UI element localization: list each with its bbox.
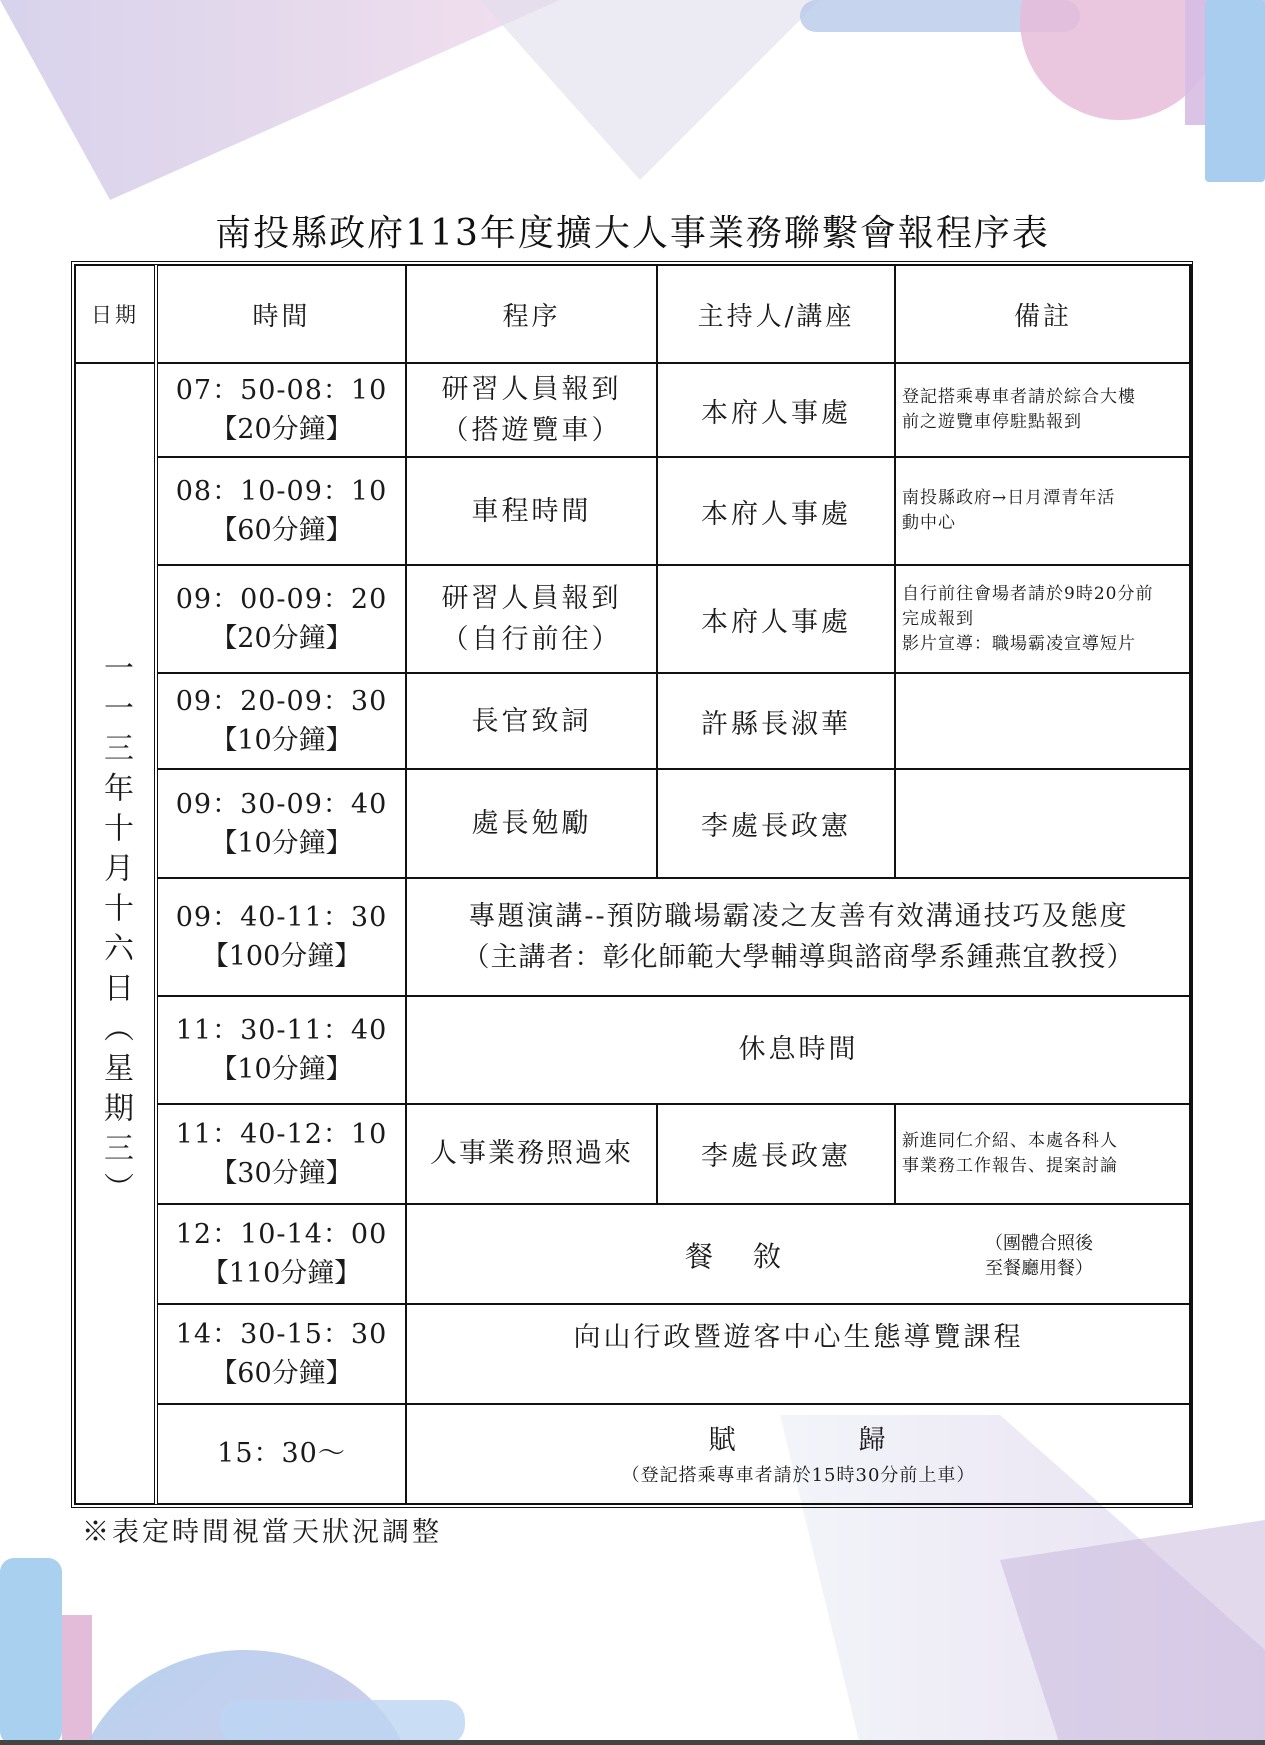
table-row: [75, 878, 1191, 995]
table-row: [75, 1404, 1191, 1504]
time-range: 08：10-09：10: [175, 476, 388, 508]
time-cell: [156, 1104, 406, 1204]
procedure-cell: [406, 1104, 657, 1204]
time-cell: [156, 673, 406, 769]
table-row: [75, 1204, 1191, 1304]
time-cell: [156, 769, 406, 878]
time-range: 09：40-11：30: [175, 901, 388, 933]
remarks-line: 完成報到: [902, 608, 974, 629]
remarks-line: 前之遊覽車停駐點報到: [902, 412, 1082, 433]
meal-label: 餐敘: [685, 1239, 822, 1273]
footnote: ※表定時間視當天狀況調整: [82, 1517, 442, 1548]
time-range: 09：30-09：40: [175, 788, 388, 820]
return-cell: [406, 1404, 1191, 1504]
time-cell: [156, 1304, 406, 1404]
procedure-cell: [406, 769, 657, 878]
tour-cell: 向山行政暨遊客中心生態導覽課程: [406, 1304, 1191, 1404]
procedure-line: （搭遊覽車）: [441, 415, 622, 447]
keynote-cell: [406, 878, 1191, 995]
table-row: [75, 769, 1191, 878]
time-cell: [156, 363, 406, 457]
procedure-cell: [406, 457, 657, 565]
duration: 【10分鐘】: [210, 725, 353, 757]
duration: 【10分鐘】: [210, 827, 353, 859]
procedure-line: 處長勉勵: [471, 808, 592, 840]
time-cell: [156, 1204, 406, 1304]
meal-note: [985, 1231, 1093, 1281]
duration: 【10分鐘】: [210, 1053, 353, 1085]
time-cell: [156, 878, 406, 995]
duration: 【20分鐘】: [210, 623, 353, 655]
time-range: 14：30-15：30: [175, 1318, 388, 1350]
return-label: 賦 歸: [708, 1425, 889, 1457]
header-host: 主持人/講座: [657, 265, 895, 363]
header-date: 日期: [75, 265, 156, 363]
time-range: 11：30-11：40: [175, 1014, 388, 1046]
date-label: 一一三年十月十六日（星期三）: [98, 651, 133, 1212]
time-cell: [156, 1404, 406, 1504]
remarks-cell: [895, 673, 1191, 769]
remarks-line: 事業務工作報告、提案討論: [902, 1155, 1118, 1176]
table-row: [75, 1104, 1191, 1204]
duration: 【100分鐘】: [201, 940, 362, 972]
return-note: （登記搭乘專車者請於15時30分前上車）: [621, 1465, 976, 1487]
time-range: 07：50-08：10: [175, 375, 388, 407]
procedure-line: 人事業務照過來: [430, 1138, 633, 1170]
time-cell: [156, 996, 406, 1104]
remarks-cell: [895, 363, 1191, 457]
header-remarks: 備註: [895, 265, 1191, 363]
page-title: 南投縣政府113年度擴大人事業務聯繫會報程序表: [215, 213, 1050, 254]
table-row: [75, 565, 1191, 673]
time-range: 15：30～: [217, 1437, 346, 1469]
time-cell: [156, 457, 406, 565]
schedule-table: [74, 264, 1192, 1505]
meal-note-line: （團體合照後: [985, 1232, 1093, 1254]
time-range: 09：00-09：20: [175, 584, 388, 616]
table-row: [75, 457, 1191, 565]
header-procedure: 程序: [406, 265, 657, 363]
remarks-line: 登記搭乘專車者請於綜合大樓: [902, 387, 1136, 408]
procedure-line: 長官致詞: [471, 705, 592, 737]
table-row: [75, 996, 1191, 1104]
table-row: [75, 363, 1191, 457]
procedure-cell: [406, 565, 657, 673]
duration: 【110分鐘】: [201, 1257, 362, 1289]
procedure-line: 研習人員報到: [441, 583, 622, 615]
host-cell: 李處長政憲: [657, 769, 895, 878]
remarks-cell: [895, 769, 1191, 878]
host-cell: 本府人事處: [657, 457, 895, 565]
duration: 【60分鐘】: [210, 1357, 353, 1389]
time-cell: [156, 565, 406, 673]
remarks-line: 自行前往會場者請於9時20分前: [902, 583, 1154, 604]
break-cell: 休息時間: [406, 996, 1191, 1104]
host-cell: 許縣長淑華: [657, 673, 895, 769]
remarks-line: 動中心: [902, 513, 956, 534]
remarks-cell: [895, 1104, 1191, 1204]
remarks-cell: [895, 565, 1191, 673]
duration: 【60分鐘】: [210, 515, 353, 547]
remarks-line: 南投縣政府→日月潭青年活: [902, 488, 1116, 509]
meal-content: [407, 1205, 1190, 1303]
procedure-cell: [406, 363, 657, 457]
procedure-line: 研習人員報到: [441, 374, 622, 406]
duration: 【20分鐘】: [210, 414, 353, 446]
header-time: 時間: [156, 265, 406, 363]
keynote-speaker: （主講者：彰化師範大學輔導與諮商學系鍾燕宜教授）: [462, 941, 1135, 973]
time-range: 09：20-09：30: [175, 686, 388, 718]
procedure-line: （自行前往）: [441, 624, 622, 656]
time-range: 12：10-14：00: [175, 1218, 388, 1250]
table-row: [75, 673, 1191, 769]
remarks-cell: [895, 457, 1191, 565]
time-range: 11：40-12：10: [175, 1118, 388, 1150]
remarks-line: 影片宣導：職場霸凌宣導短片: [902, 633, 1136, 654]
remarks-line: 新進同仁介紹、本處各科人: [902, 1130, 1118, 1151]
procedure-cell: [406, 673, 657, 769]
host-cell: 本府人事處: [657, 565, 895, 673]
meal-cell: [406, 1204, 1191, 1304]
host-cell: 本府人事處: [657, 363, 895, 457]
host-cell: 李處長政憲: [657, 1104, 895, 1204]
header-row: [75, 265, 1191, 363]
table-row: [75, 1304, 1191, 1404]
duration: 【30分鐘】: [210, 1157, 353, 1189]
keynote-title: 專題演講--預防職場霸凌之友善有效溝通技巧及態度: [468, 900, 1129, 932]
date-cell: [75, 363, 156, 1504]
meal-note-line: 至餐廳用餐）: [985, 1257, 1093, 1279]
procedure-line: 車程時間: [471, 495, 592, 527]
